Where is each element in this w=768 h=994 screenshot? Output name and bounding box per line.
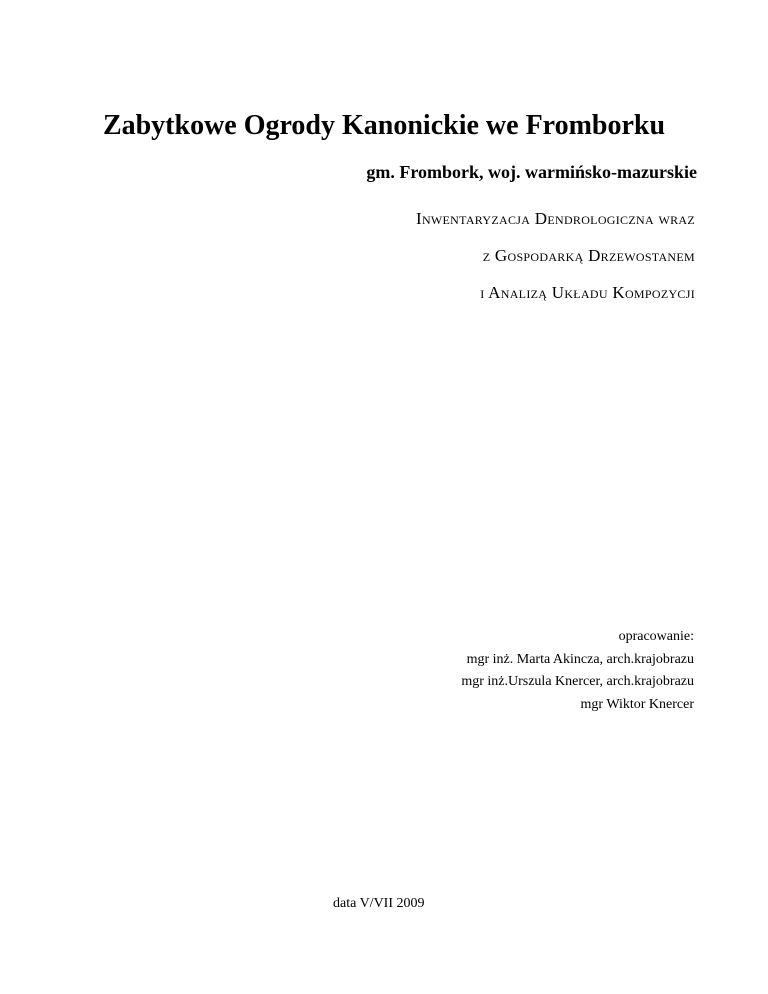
author-2: mgr inż.Urszula Knercer, arch.krajobrazu [461, 674, 694, 689]
authors-block [461, 626, 694, 716]
document-subtitle: gm. Frombork, woj. warmińsko-mazurskie [366, 162, 697, 182]
document-date: data V/VII 2009 [333, 896, 425, 911]
heading-line-1: Inwentaryzacja Dendrologiczna wraz [416, 209, 695, 228]
author-3: mgr Wiktor Knercer [580, 696, 694, 712]
document-title: Zabytkowe Ogrody Kanonickie we Fromborku [102, 110, 666, 141]
author-1: mgr inż. Marta Akincza, arch.krajobrazu [466, 651, 694, 667]
heading-line-2: z Gospodarką Drzewostanem [482, 246, 695, 265]
heading-line-3: i Analizą Układu Kompozycji [480, 283, 695, 302]
authors-label: opracowanie: [618, 629, 694, 644]
